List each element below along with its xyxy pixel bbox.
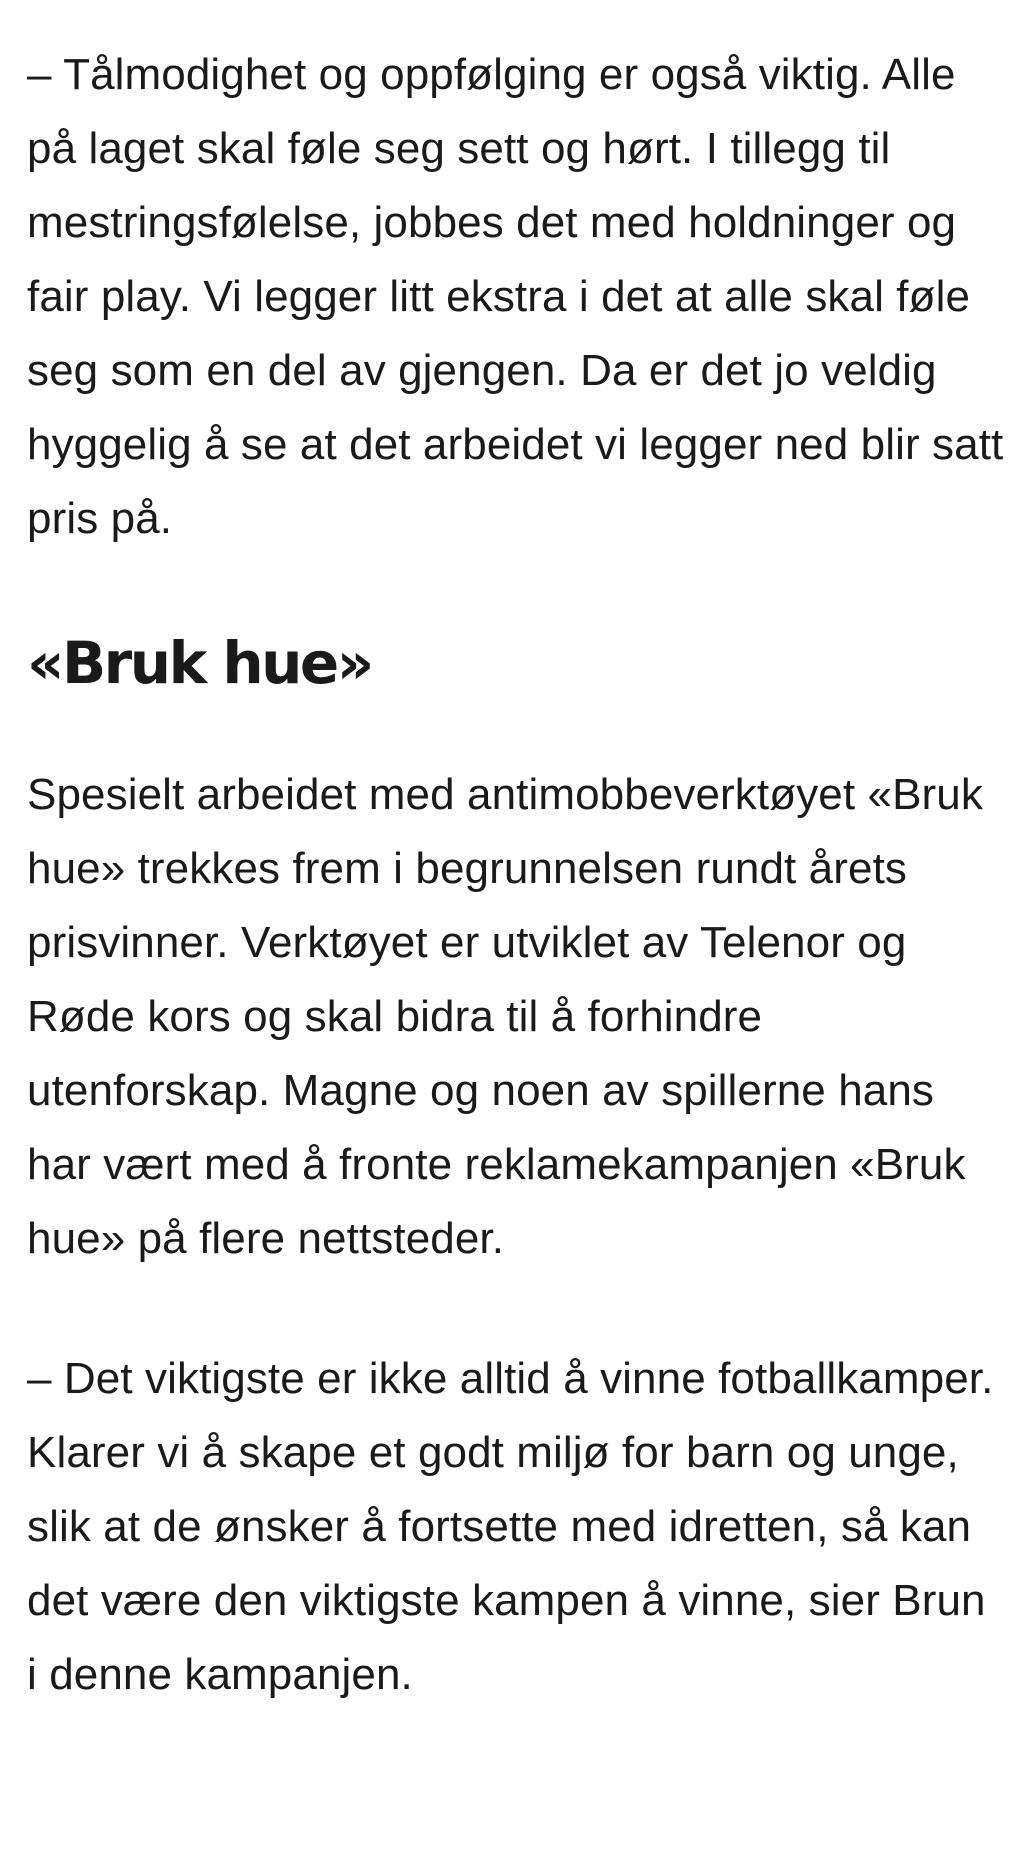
article-body — [27, 38, 1007, 1712]
paragraph-spacer — [27, 1276, 1007, 1342]
article-paragraph: – Tålmodighet og oppfølging er også viktig. Alle på laget skal føle seg sett og hørt. I tillegg til mestringsfølelse, jobbes det med holdninger og fair play. Vi legger litt ekstra i det at alle skal føle seg som en del av gjengen. Da er det jo veldig hyggelig å se at det arbeidet vi legger ned blir satt pris på. — [27, 50, 1004, 543]
article-paragraph: Spesielt arbeidet med antimobbeverktøyet «Bruk hue» trekkes frem i begrunnelsen rundt årets prisvinner. Verktøyet er utviklet av Telenor og Røde kors og skal bidra til å forhindre utenforskap. Magne og noen av spillerne hans har vært med å fronte reklamekampanjen «Bruk hue» på flere nettsteder. — [27, 770, 983, 1263]
article-paragraph: – Det viktigste er ikke alltid å vinne fotballkamper. Klarer vi å skape et godt miljø for barn og unge, slik at de ønsker å fortsette med idretten, så kan det være den viktigste kampen å vinne, sier Brun i denne kampanjen. — [27, 1354, 994, 1699]
article-subheading: «Bruk hue» — [27, 629, 372, 697]
